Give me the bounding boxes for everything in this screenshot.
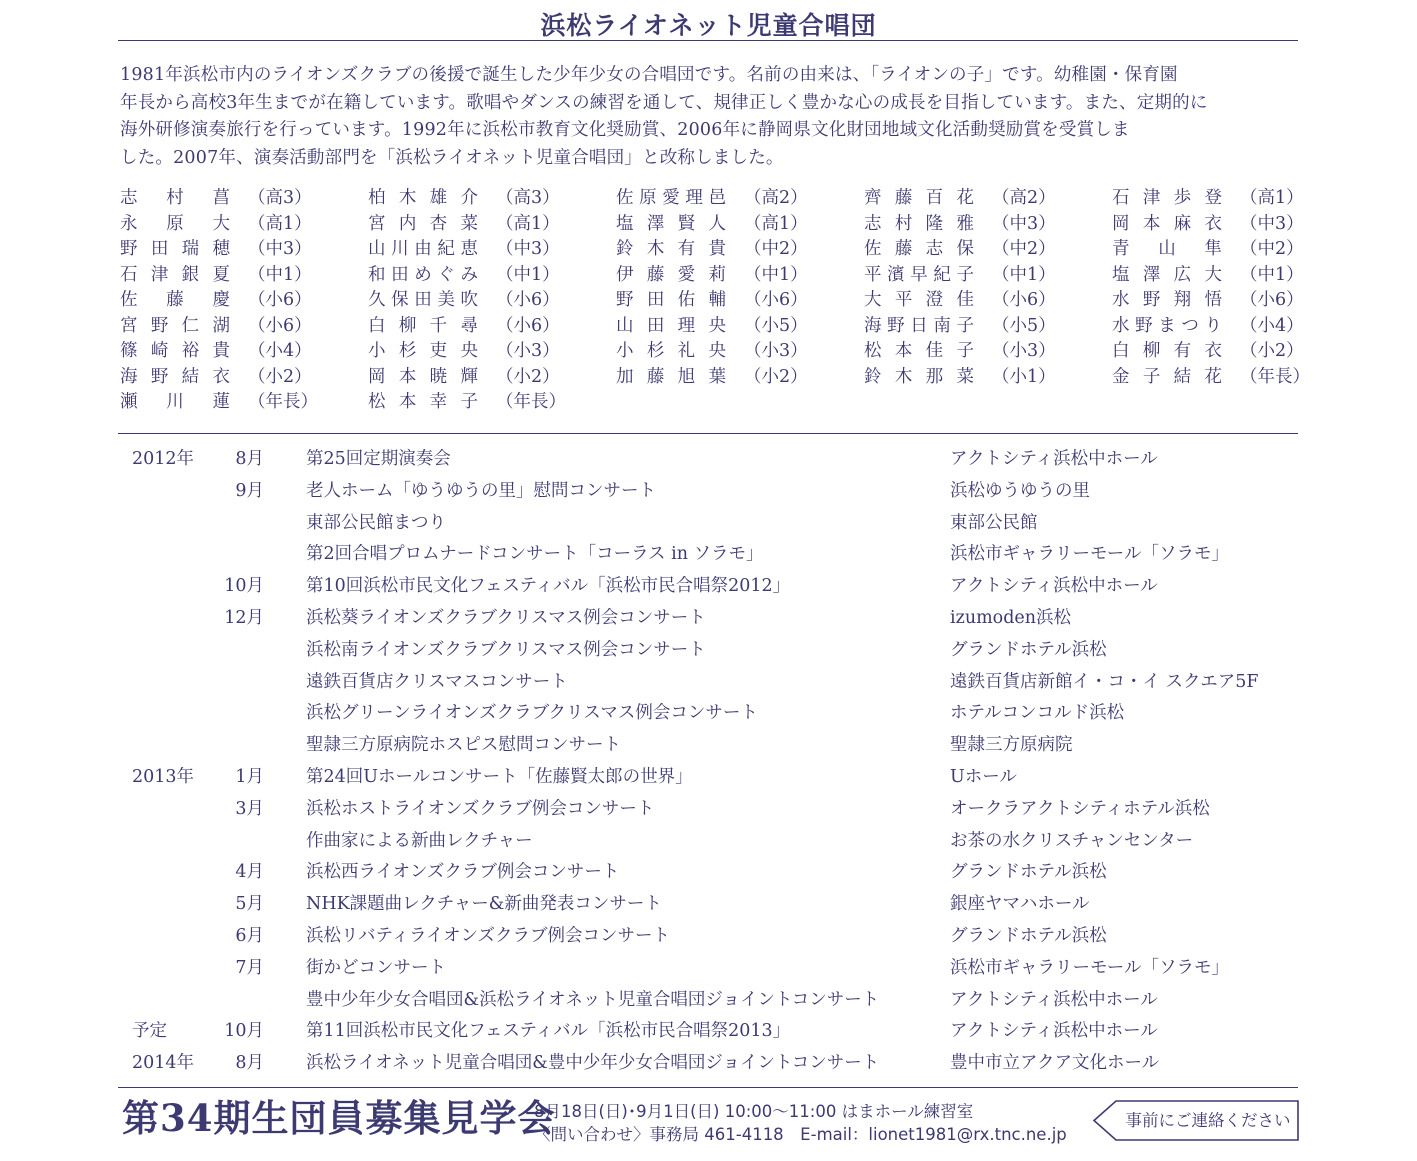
schedule-venue: ホテルコンコルド浜松	[950, 703, 1125, 724]
member-grade: （小6）	[992, 290, 1056, 310]
member-name: 佐 藤 慶	[120, 290, 230, 310]
member-name: 石 津 歩 登	[1112, 188, 1222, 208]
schedule-venue: izumoden浜松	[950, 607, 1072, 628]
member-entry	[368, 339, 608, 365]
schedule-event: 浜松西ライオンズクラブ例会コンサート	[306, 862, 620, 883]
schedule-month: 6月	[235, 925, 264, 946]
schedule-row	[120, 667, 1300, 699]
member-name: 石 津 銀 夏	[120, 264, 230, 285]
schedule-row	[120, 1048, 1300, 1080]
member-name: 海 野 日 南 子	[864, 315, 974, 336]
member-name: 青 山 隼	[1112, 239, 1222, 259]
schedule-row	[120, 635, 1300, 667]
schedule-row	[120, 698, 1300, 730]
member-name: 鈴 木 那 菜	[864, 366, 974, 387]
schedule-month: 10月	[224, 1021, 264, 1042]
member-entry	[616, 339, 856, 365]
member-grade: （中1）	[992, 264, 1056, 285]
schedule-venue: アクトシティ浜松中ホール	[950, 576, 1158, 597]
member-grade: （中1）	[744, 264, 808, 285]
schedule-event: 浜松葵ライオンズクラブクリスマス例会コンサート	[306, 607, 706, 628]
recruitment-title: 第34期生団員募集見学会	[122, 1096, 556, 1140]
member-grade: （小5）	[744, 315, 808, 336]
schedule-event: 作曲家による新曲レクチャー	[306, 830, 533, 851]
schedule-event: 浜松南ライオンズクラブクリスマス例会コンサート	[306, 639, 706, 660]
member-entry	[120, 237, 360, 263]
schedule-month: 5月	[235, 894, 264, 915]
member-grade: （中1）	[496, 264, 560, 285]
schedule-row	[120, 571, 1300, 603]
member-list	[120, 186, 1310, 418]
schedule-venue: 浜松市ギャラリーモール「ソラモ」	[950, 957, 1229, 978]
member-name: 塩 澤 広 大	[1112, 264, 1222, 285]
member-grade: （中3）	[1240, 213, 1304, 234]
intro-line: 海外研修演奏旅行を行っています。1992年に浜松市教育文化奨励賞、2006年に静岡県文化財団地域文化活動奨励賞を受賞しま	[120, 120, 1130, 140]
member-name: 佐 原 愛 理 邑	[616, 188, 726, 208]
schedule-venue: Uホール	[950, 766, 1017, 787]
member-entry	[368, 237, 608, 263]
schedule-row	[120, 539, 1300, 571]
schedule-year: 予定	[132, 1021, 167, 1042]
schedule-event: 街かどコンサート	[306, 957, 446, 978]
member-column	[864, 186, 1104, 390]
schedule-row	[120, 508, 1300, 540]
schedule-event: 第10回浜松市民文化フェスティバル「浜松市民合唱祭2012」	[306, 576, 791, 597]
member-grade: （小2）	[496, 366, 560, 387]
member-name: 松 本 幸 子	[368, 392, 478, 412]
member-grade: （中3）	[496, 239, 560, 259]
member-name: 柏 木 雄 介	[368, 188, 478, 208]
member-name: 水 野 翔 悟	[1112, 290, 1222, 310]
member-name: 山 田 理 央	[616, 315, 726, 336]
member-name: 岡 本 暁 輝	[368, 366, 478, 387]
member-entry	[1112, 186, 1352, 212]
member-entry	[616, 314, 856, 340]
page-title: 浜松ライオネット児童合唱団	[540, 11, 877, 40]
schedule-month: 8月	[235, 449, 264, 469]
member-entry	[368, 365, 608, 391]
member-entry	[368, 390, 608, 416]
schedule-event: 老人ホーム「ゆうゆうの里」慰問コンサート	[306, 480, 656, 501]
member-grade: （小6）	[1240, 290, 1304, 310]
intro-line: した。2007年、演奏活動部門を「浜松ライオネット児童合唱団」と改称しました。	[120, 147, 784, 168]
member-entry	[616, 263, 856, 289]
member-entry	[368, 288, 608, 314]
schedule-venue: 浜松ゆうゆうの里	[950, 480, 1090, 501]
schedule-row	[120, 762, 1300, 794]
member-name: 平 濱 早 紀 子	[864, 264, 974, 285]
schedule-year: 2013年	[132, 766, 195, 787]
member-name: 金 子 結 花	[1112, 366, 1222, 387]
member-grade: （高1）	[496, 213, 560, 234]
schedule-row	[120, 1016, 1300, 1048]
recruitment-info	[534, 1100, 1067, 1146]
member-grade: （高3）	[248, 188, 312, 208]
member-name: 山 川 由 紀 恵	[368, 239, 478, 259]
schedule-event: 浜松リバティライオンズクラブ例会コンサート	[306, 925, 670, 946]
schedule-month: 9月	[235, 480, 264, 501]
member-name: 岡 本 麻 衣	[1112, 213, 1222, 234]
schedule-month: 1月	[235, 766, 264, 787]
member-grade: （中1）	[248, 264, 312, 285]
schedule-row	[120, 444, 1300, 476]
member-grade: （小6）	[496, 290, 560, 310]
member-grade: （小3）	[744, 341, 808, 361]
member-column	[120, 186, 360, 416]
schedule-event: 聖隷三方原病院ホスピス慰問コンサート	[306, 735, 621, 756]
schedule-venue: グランドホテル浜松	[950, 639, 1107, 660]
schedule-venue: お茶の水クリスチャンセンター	[950, 830, 1194, 851]
member-grade: （小6）	[248, 290, 312, 310]
member-name: 佐 藤 志 保	[864, 239, 974, 259]
schedule-event: 浜松ライオネット児童合唱団&豊中少年少女合唱団ジョイントコンサート	[306, 1053, 880, 1074]
member-entry	[120, 390, 360, 416]
member-entry	[616, 237, 856, 263]
schedule-venue: 聖隷三方原病院	[950, 735, 1073, 756]
member-grade: （年長）	[496, 392, 566, 412]
schedule-row	[120, 985, 1300, 1017]
schedule-row	[120, 476, 1300, 508]
schedule-rule	[118, 1087, 1298, 1088]
schedule-row	[120, 857, 1300, 889]
schedule-row	[120, 921, 1300, 953]
schedule-year: 2014年	[132, 1053, 195, 1074]
member-grade: （小1）	[992, 366, 1056, 387]
member-grade: （中1）	[1240, 264, 1304, 285]
schedule-event: 豊中少年少女合唱団&浜松ライオネット児童合唱団ジョイントコンサート	[306, 989, 880, 1010]
schedule-row	[120, 603, 1300, 635]
schedule-event: 東部公民館まつり	[306, 512, 446, 533]
schedule-year: 2012年	[132, 449, 195, 469]
member-grade: （小2）	[1240, 341, 1304, 361]
intro-line: 年長から高校3年生までが在籍しています。歌唱やダンスの練習を通して、規律正しく豊かな心の成長を目指しています。また、定期的に	[120, 92, 1208, 113]
member-name: 大 平 澄 佳	[864, 290, 974, 310]
schedule-row	[120, 794, 1300, 826]
member-name: 水 野 ま つ り	[1112, 315, 1222, 336]
member-entry	[864, 237, 1104, 263]
member-name: 齊 藤 百 花	[864, 188, 974, 208]
member-entry	[368, 263, 608, 289]
member-name: 鈴 木 有 貴	[616, 239, 726, 259]
member-grade: （小2）	[248, 366, 312, 387]
member-name: 志 村 菖	[120, 188, 230, 208]
member-entry	[120, 365, 360, 391]
schedule-row	[120, 889, 1300, 921]
member-entry	[864, 186, 1104, 212]
member-entry	[1112, 237, 1352, 263]
member-grade: （小5）	[992, 315, 1056, 336]
member-entry	[368, 186, 608, 212]
member-grade: （高1）	[248, 213, 312, 234]
member-grade: （高1）	[1240, 188, 1304, 208]
member-grade: （年長）	[248, 392, 318, 412]
member-column	[368, 186, 608, 416]
member-grade: （年長）	[1240, 366, 1310, 387]
member-entry	[1112, 288, 1352, 314]
member-grade: （中2）	[744, 239, 808, 259]
member-name: 小 杉 礼 央	[616, 341, 726, 361]
member-grade: （小6）	[248, 315, 312, 336]
member-entry	[616, 212, 856, 238]
concert-schedule	[120, 444, 1300, 1080]
member-name: 瀬 川 蓮	[120, 392, 230, 412]
schedule-month: 12月	[224, 607, 264, 628]
schedule-venue: 遠鉄百貨店新館イ・コ・イ スクエア5F	[950, 671, 1259, 692]
member-name: 野 田 佑 輔	[616, 290, 726, 310]
member-entry	[864, 263, 1104, 289]
schedule-venue: 浜松市ギャラリーモール「ソラモ」	[950, 544, 1229, 565]
member-grade: （中2）	[992, 239, 1056, 259]
schedule-venue: 銀座ヤマハホール	[950, 894, 1090, 915]
member-entry	[120, 263, 360, 289]
schedule-event: NHK課題曲レクチャー&新曲発表コンサート	[306, 894, 662, 915]
schedule-venue: アクトシティ浜松中ホール	[950, 449, 1158, 469]
member-grade: （高2）	[744, 188, 808, 208]
intro-line: 1981年浜松市内のライオンズクラブの後援で誕生した少年少女の合唱団です。名前の由来は、「ライオンの子」です。幼稚園・保育園	[120, 65, 1178, 85]
member-entry	[864, 288, 1104, 314]
member-entry	[616, 186, 856, 212]
member-grade: （高3）	[496, 188, 560, 208]
member-name: 小 杉 吏 央	[368, 341, 478, 361]
member-grade: （小2）	[744, 366, 808, 387]
member-entry	[864, 212, 1104, 238]
member-name: 永 原 大	[120, 213, 230, 234]
member-name: 志 村 隆 雅	[864, 213, 974, 234]
advance-notice-box	[1092, 1100, 1300, 1141]
member-name: 宮 内 杏 菜	[368, 213, 478, 234]
schedule-venue: アクトシティ浜松中ホール	[950, 989, 1158, 1010]
member-grade: （高2）	[992, 188, 1056, 208]
member-grade: （小6）	[496, 315, 560, 336]
member-entry	[864, 314, 1104, 340]
member-name: 野 田 瑞 穂	[120, 239, 230, 259]
member-entry	[368, 212, 608, 238]
member-name: 白 柳 有 衣	[1112, 341, 1222, 361]
schedule-event: 浜松ホストライオンズクラブ例会コンサート	[306, 798, 655, 819]
schedule-month: 4月	[235, 862, 264, 883]
member-entry	[120, 288, 360, 314]
member-name: 宮 野 仁 湖	[120, 315, 230, 336]
member-entry	[864, 339, 1104, 365]
schedule-venue: グランドホテル浜松	[950, 925, 1107, 946]
member-grade: （小6）	[744, 290, 808, 310]
schedule-venue: アクトシティ浜松中ホール	[950, 1021, 1158, 1042]
member-entry	[616, 288, 856, 314]
intro-text	[120, 62, 1300, 172]
member-grade: （中2）	[1240, 239, 1304, 259]
schedule-event: 浜松グリーンライオンズクラブクリスマス例会コンサート	[306, 703, 758, 724]
schedule-venue: 豊中市立アクア文化ホール	[950, 1053, 1160, 1074]
member-name: 篠 崎 裕 貴	[120, 341, 230, 361]
schedule-event: 第24回Uホールコンサート「佐藤賢太郎の世界」	[306, 766, 693, 787]
member-entry	[120, 339, 360, 365]
advance-notice-text: 事前にご連絡ください	[1125, 1111, 1291, 1130]
member-grade: （中3）	[248, 239, 312, 259]
member-entry	[368, 314, 608, 340]
member-entry	[1112, 212, 1352, 238]
member-entry	[120, 314, 360, 340]
member-name: 塩 澤 賢 人	[616, 213, 726, 234]
member-entry	[120, 212, 360, 238]
schedule-event: 第2回合唱プロムナードコンサート「コーラス in ソラモ」	[306, 544, 764, 565]
schedule-row	[120, 953, 1300, 985]
member-name: 久 保 田 美 吹	[368, 290, 478, 310]
member-entry	[616, 365, 856, 391]
member-name: 白 柳 千 尋	[368, 315, 478, 336]
schedule-month: 7月	[235, 957, 264, 978]
member-entry	[864, 365, 1104, 391]
member-entry	[120, 186, 360, 212]
schedule-event: 第25回定期演奏会	[306, 449, 451, 469]
recruitment-dates: 8月18日(日)･9月1日(日) 10:00～11:00 はまホール練習室	[534, 1102, 974, 1121]
schedule-month: 8月	[235, 1053, 264, 1074]
member-name: 伊 藤 愛 莉	[616, 264, 726, 285]
member-name: 松 本 佳 子	[864, 341, 974, 361]
member-name: 和 田 め ぐ み	[368, 264, 478, 285]
schedule-venue: 東部公民館	[950, 512, 1038, 533]
member-grade: （中3）	[992, 213, 1056, 234]
member-entry	[1112, 263, 1352, 289]
schedule-month: 3月	[235, 798, 264, 819]
member-name: 加 藤 旭 葉	[616, 366, 726, 387]
contact-info: 〈問い合わせ〉事務局 461-4118 E-mail：lionet1981@rx.tnc.ne.jp	[534, 1125, 1067, 1144]
title-rule	[118, 40, 1298, 41]
member-entry	[1112, 314, 1352, 340]
members-rule	[118, 433, 1298, 434]
schedule-event: 第11回浜松市民文化フェスティバル「浜松市民合唱祭2013」	[306, 1021, 791, 1042]
schedule-event: 遠鉄百貨店クリスマスコンサート	[306, 671, 568, 692]
member-entry	[1112, 339, 1352, 365]
member-grade: （小4）	[248, 341, 312, 361]
schedule-venue: グランドホテル浜松	[950, 862, 1107, 883]
member-column	[1112, 186, 1352, 390]
member-name: 海 野 結 衣	[120, 366, 230, 387]
member-grade: （小4）	[1240, 315, 1304, 336]
member-entry	[1112, 365, 1352, 391]
member-grade: （小3）	[992, 341, 1056, 361]
schedule-month: 10月	[224, 576, 264, 597]
schedule-row	[120, 730, 1300, 762]
member-grade: （高1）	[744, 213, 808, 234]
member-column	[616, 186, 856, 390]
schedule-row	[120, 826, 1300, 858]
schedule-venue: オークラアクトシティホテル浜松	[950, 798, 1210, 819]
member-grade: （小3）	[496, 341, 560, 361]
